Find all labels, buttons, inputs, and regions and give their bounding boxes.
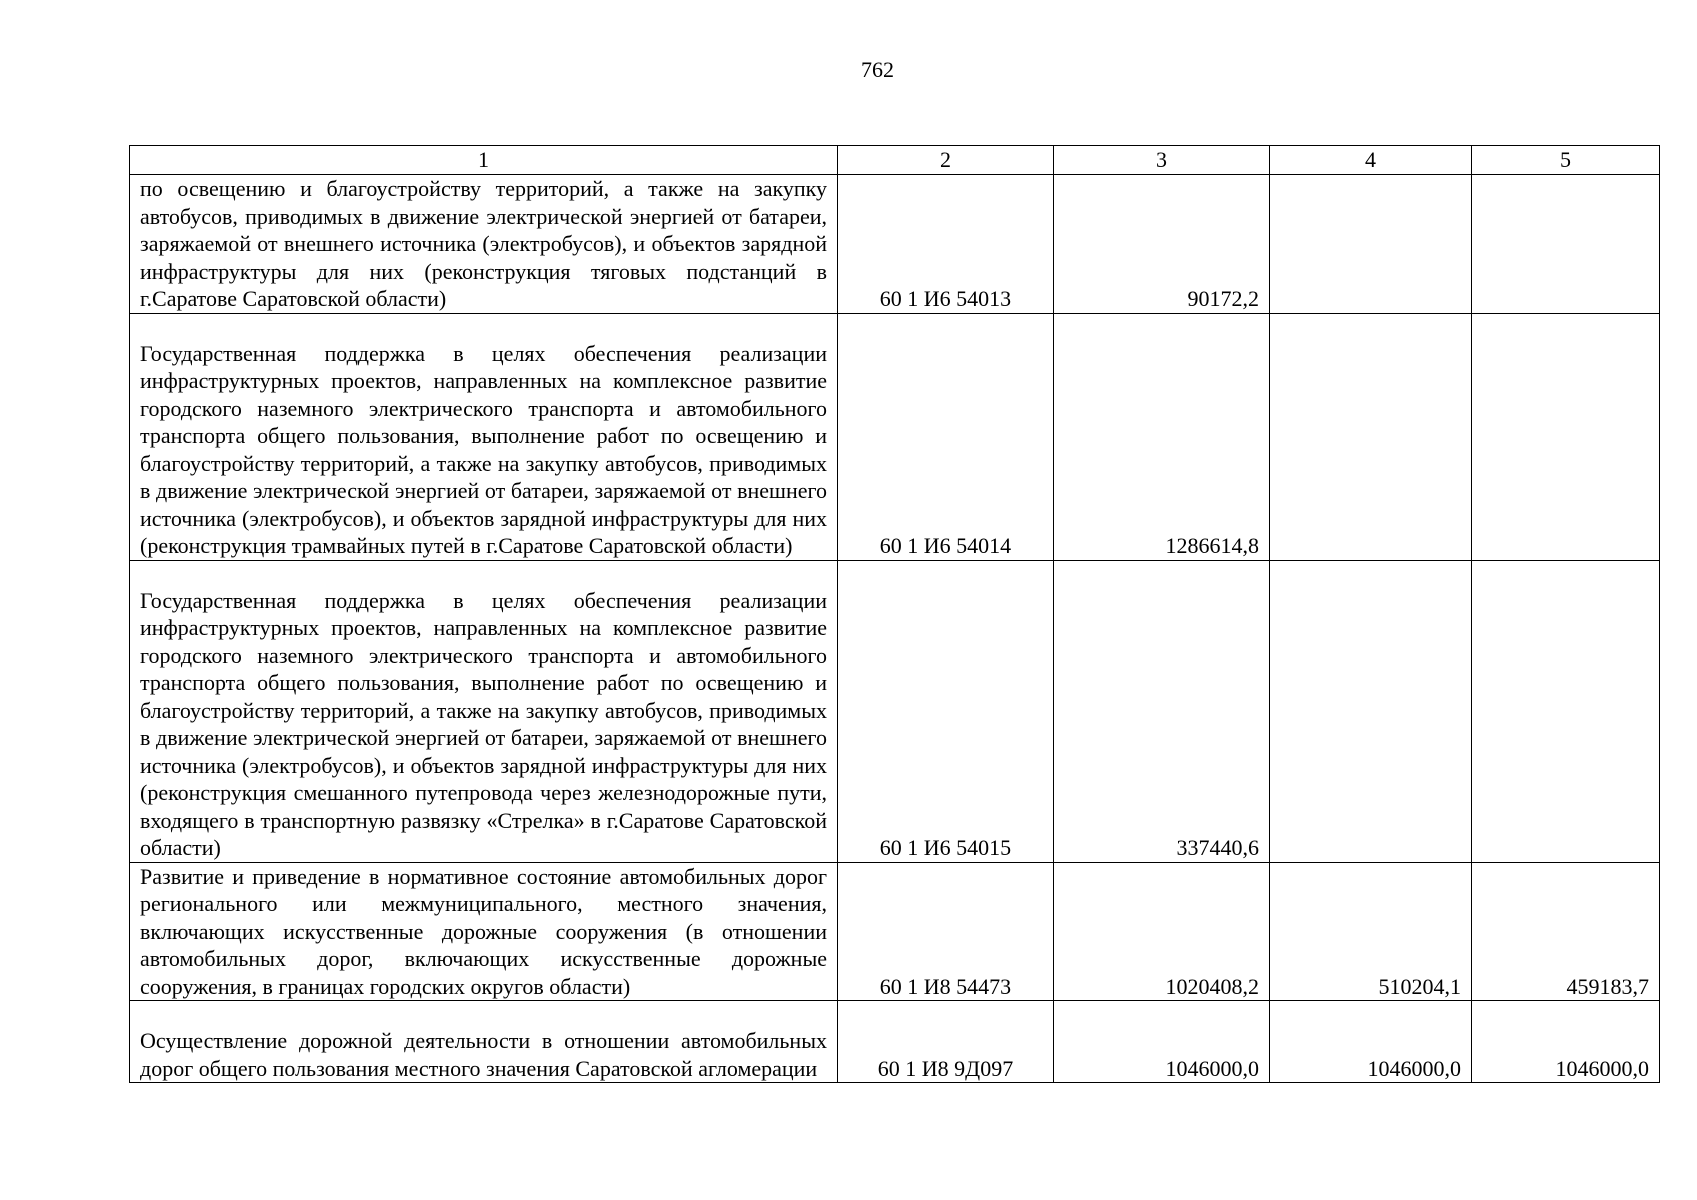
column-header-5: 5 xyxy=(1472,146,1660,175)
row-description: Государственная поддержка в целях обеспечения реализации инфраструктурных проектов, направленных на комплексное развитие городского наземного электрического транспорта и автомобильного транспорта общего пользования, выполнение работ по освещению и благоустройству территорий, а также на закупку автобусов, приводимых в движение электрической энергией от батареи, заряжаемой от внешнего источника (электробусов), и объектов зарядной инфраструктуры для них (реконструкция трамвайных путей в г.Саратове Саратовской области) xyxy=(130,313,838,560)
row-col3-value: 90172,2 xyxy=(1054,175,1270,314)
column-header-2: 2 xyxy=(838,146,1054,175)
row-col4-value: 510204,1 xyxy=(1270,862,1472,1001)
table-row xyxy=(130,313,1660,560)
table-row xyxy=(130,1001,1660,1083)
row-col3-value: 1046000,0 xyxy=(1054,1001,1270,1083)
budget-table xyxy=(129,145,1660,1083)
row-description: Осуществление дорожной деятельности в отношении автомобильных дорог общего пользования местного значения Саратовской агломерации xyxy=(130,1001,838,1083)
row-col5-value: 459183,7 xyxy=(1472,862,1660,1001)
row-col3-value: 1286614,8 xyxy=(1054,313,1270,560)
row-col5-value xyxy=(1472,175,1660,314)
table-row xyxy=(130,862,1660,1001)
row-description: по освещению и благоустройству территорий, а также на закупку автобусов, приводимых в движение электрической энергией от батареи, заряжаемой от внешнего источника (электробусов), и объектов зарядной инфраструктуры для них (реконструкция тяговых подстанций в г.Саратове Саратовской области) xyxy=(130,175,838,314)
column-header-1: 1 xyxy=(130,146,838,175)
row-code: 60 1 И6 54013 xyxy=(838,175,1054,314)
row-col5-value xyxy=(1472,313,1660,560)
row-description: Развитие и приведение в нормативное состояние автомобильных дорог регионального или межмуниципального, местного значения, включающих искусственные дорожные сооружения (в отношении автомобильных дорог, включающих искусственные дорожные сооружения, в границах городских округов области) xyxy=(130,862,838,1001)
row-code: 60 1 И8 54473 xyxy=(838,862,1054,1001)
table-row xyxy=(130,175,1660,314)
row-col3-value: 337440,6 xyxy=(1054,560,1270,862)
column-header-4: 4 xyxy=(1270,146,1472,175)
row-col3-value: 1020408,2 xyxy=(1054,862,1270,1001)
row-description: Государственная поддержка в целях обеспечения реализации инфраструктурных проектов, направленных на комплексное развитие городского наземного электрического транспорта и автомобильного транспорта общего пользования, выполнение работ по освещению и благоустройству территорий, а также на закупку автобусов, приводимых в движение электрической энергией от батареи, заряжаемой от внешнего источника (электробусов), и объектов зарядной инфраструктуры для них (реконструкция смешанного путепровода через железнодорожные пути, входящего в транспортную развязку «Стрелка» в г.Саратове Саратовской области) xyxy=(130,560,838,862)
table-header-row xyxy=(130,146,1660,175)
row-col4-value xyxy=(1270,560,1472,862)
row-code: 60 1 И6 54014 xyxy=(838,313,1054,560)
row-col4-value: 1046000,0 xyxy=(1270,1001,1472,1083)
row-col4-value xyxy=(1270,313,1472,560)
table-row xyxy=(130,560,1660,862)
row-code: 60 1 И6 54015 xyxy=(838,560,1054,862)
row-col4-value xyxy=(1270,175,1472,314)
column-header-3: 3 xyxy=(1054,146,1270,175)
row-col5-value: 1046000,0 xyxy=(1472,1001,1660,1083)
row-col5-value xyxy=(1472,560,1660,862)
row-code: 60 1 И8 9Д097 xyxy=(838,1001,1054,1083)
page-number: 762 xyxy=(861,57,894,82)
